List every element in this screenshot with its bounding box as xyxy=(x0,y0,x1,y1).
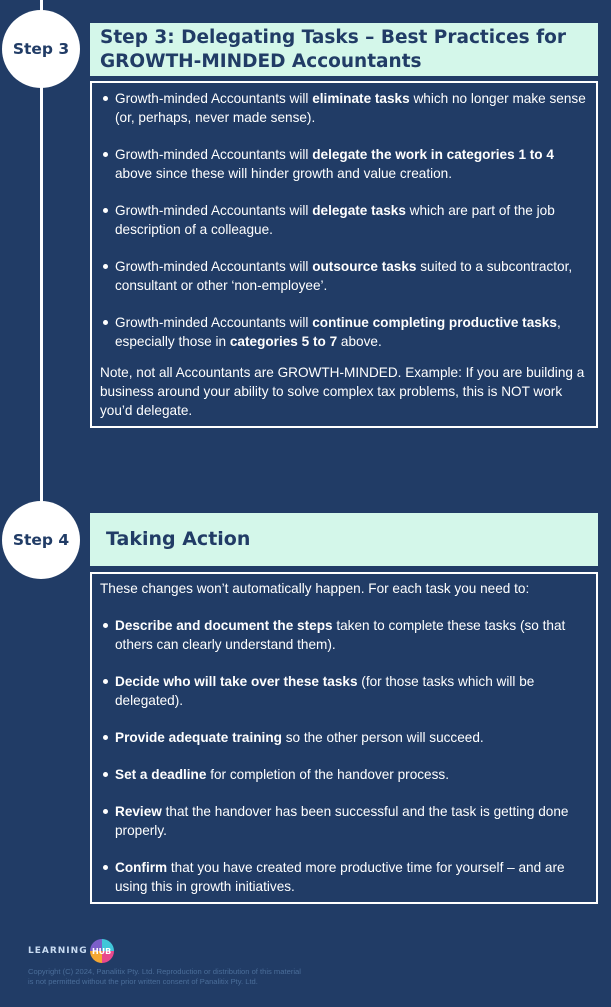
copyright-notice xyxy=(28,967,358,987)
list-item: Decide who will take over these tasks (for those tasks which will be delegated). xyxy=(100,672,588,710)
copyright-line-2: is not permitted without the prior written consent of Panalitix Pty. Ltd. xyxy=(28,977,258,986)
list-item: Growth-minded Accountants will continue completing productive tasks, especially those in categories 5 to 7 above. xyxy=(100,313,588,351)
step-4-intro: These changes won’t automatically happen. For each task you need to: xyxy=(100,581,530,596)
list-item: Growth-minded Accountants will eliminate tasks which no longer make sense (or, perhaps, never made sense). xyxy=(100,89,588,127)
step-4-bullet-list xyxy=(100,616,588,896)
copyright-line-1: Copyright (C) 2024, Panalitix Pty. Ltd. Reproduction or distribution of this material xyxy=(28,967,301,976)
step-4-badge xyxy=(2,501,80,579)
list-item: Growth-minded Accountants will delegate the work in categories 1 to 4 above since these will hinder growth and value creation. xyxy=(100,145,588,183)
step-4-content xyxy=(90,572,598,904)
step-3-title-line1: Step 3: Delegating Tasks – Best Practices for xyxy=(100,27,566,48)
step-3-badge-label: Step 3 xyxy=(12,40,70,58)
step-3-content xyxy=(90,81,598,428)
logo-text: LEARNING xyxy=(28,946,88,956)
list-item: Confirm that you have created more productive time for yourself – and are using this in growth initiatives. xyxy=(100,858,588,896)
hub-icon: HUB xyxy=(90,939,114,963)
step-4-title xyxy=(90,513,598,566)
step-3-title-line2: GROWTH-MINDED Accountants xyxy=(100,51,422,72)
step-3-bullet-list xyxy=(100,89,588,351)
list-item: Set a deadline for completion of the handover process. xyxy=(100,765,588,784)
list-item: Growth-minded Accountants will delegate tasks which are part of the job description of a colleague. xyxy=(100,201,588,239)
list-item: Provide adequate training so the other person will succeed. xyxy=(100,728,588,747)
list-item: Describe and document the steps taken to complete these tasks (so that others can clearly understand them). xyxy=(100,616,588,654)
learning-hub-logo xyxy=(28,940,114,962)
list-item: Growth-minded Accountants will outsource tasks suited to a subcontractor, consultant or other ‘non-employee’. xyxy=(100,257,588,295)
step-4-badge-label: Step 4 xyxy=(12,531,70,549)
step-3-badge xyxy=(2,10,80,88)
step-4-title-text: Taking Action xyxy=(106,528,251,550)
step-3-note: Note, not all Accountants are GROWTH-MINDED. Example: If you are building a business around your ability to solve complex tax problems, this is NOT work you’d delegate. xyxy=(100,365,585,418)
list-item: Review that the handover has been successful and the task is getting done properly. xyxy=(100,802,588,840)
step-3-title xyxy=(90,23,598,76)
